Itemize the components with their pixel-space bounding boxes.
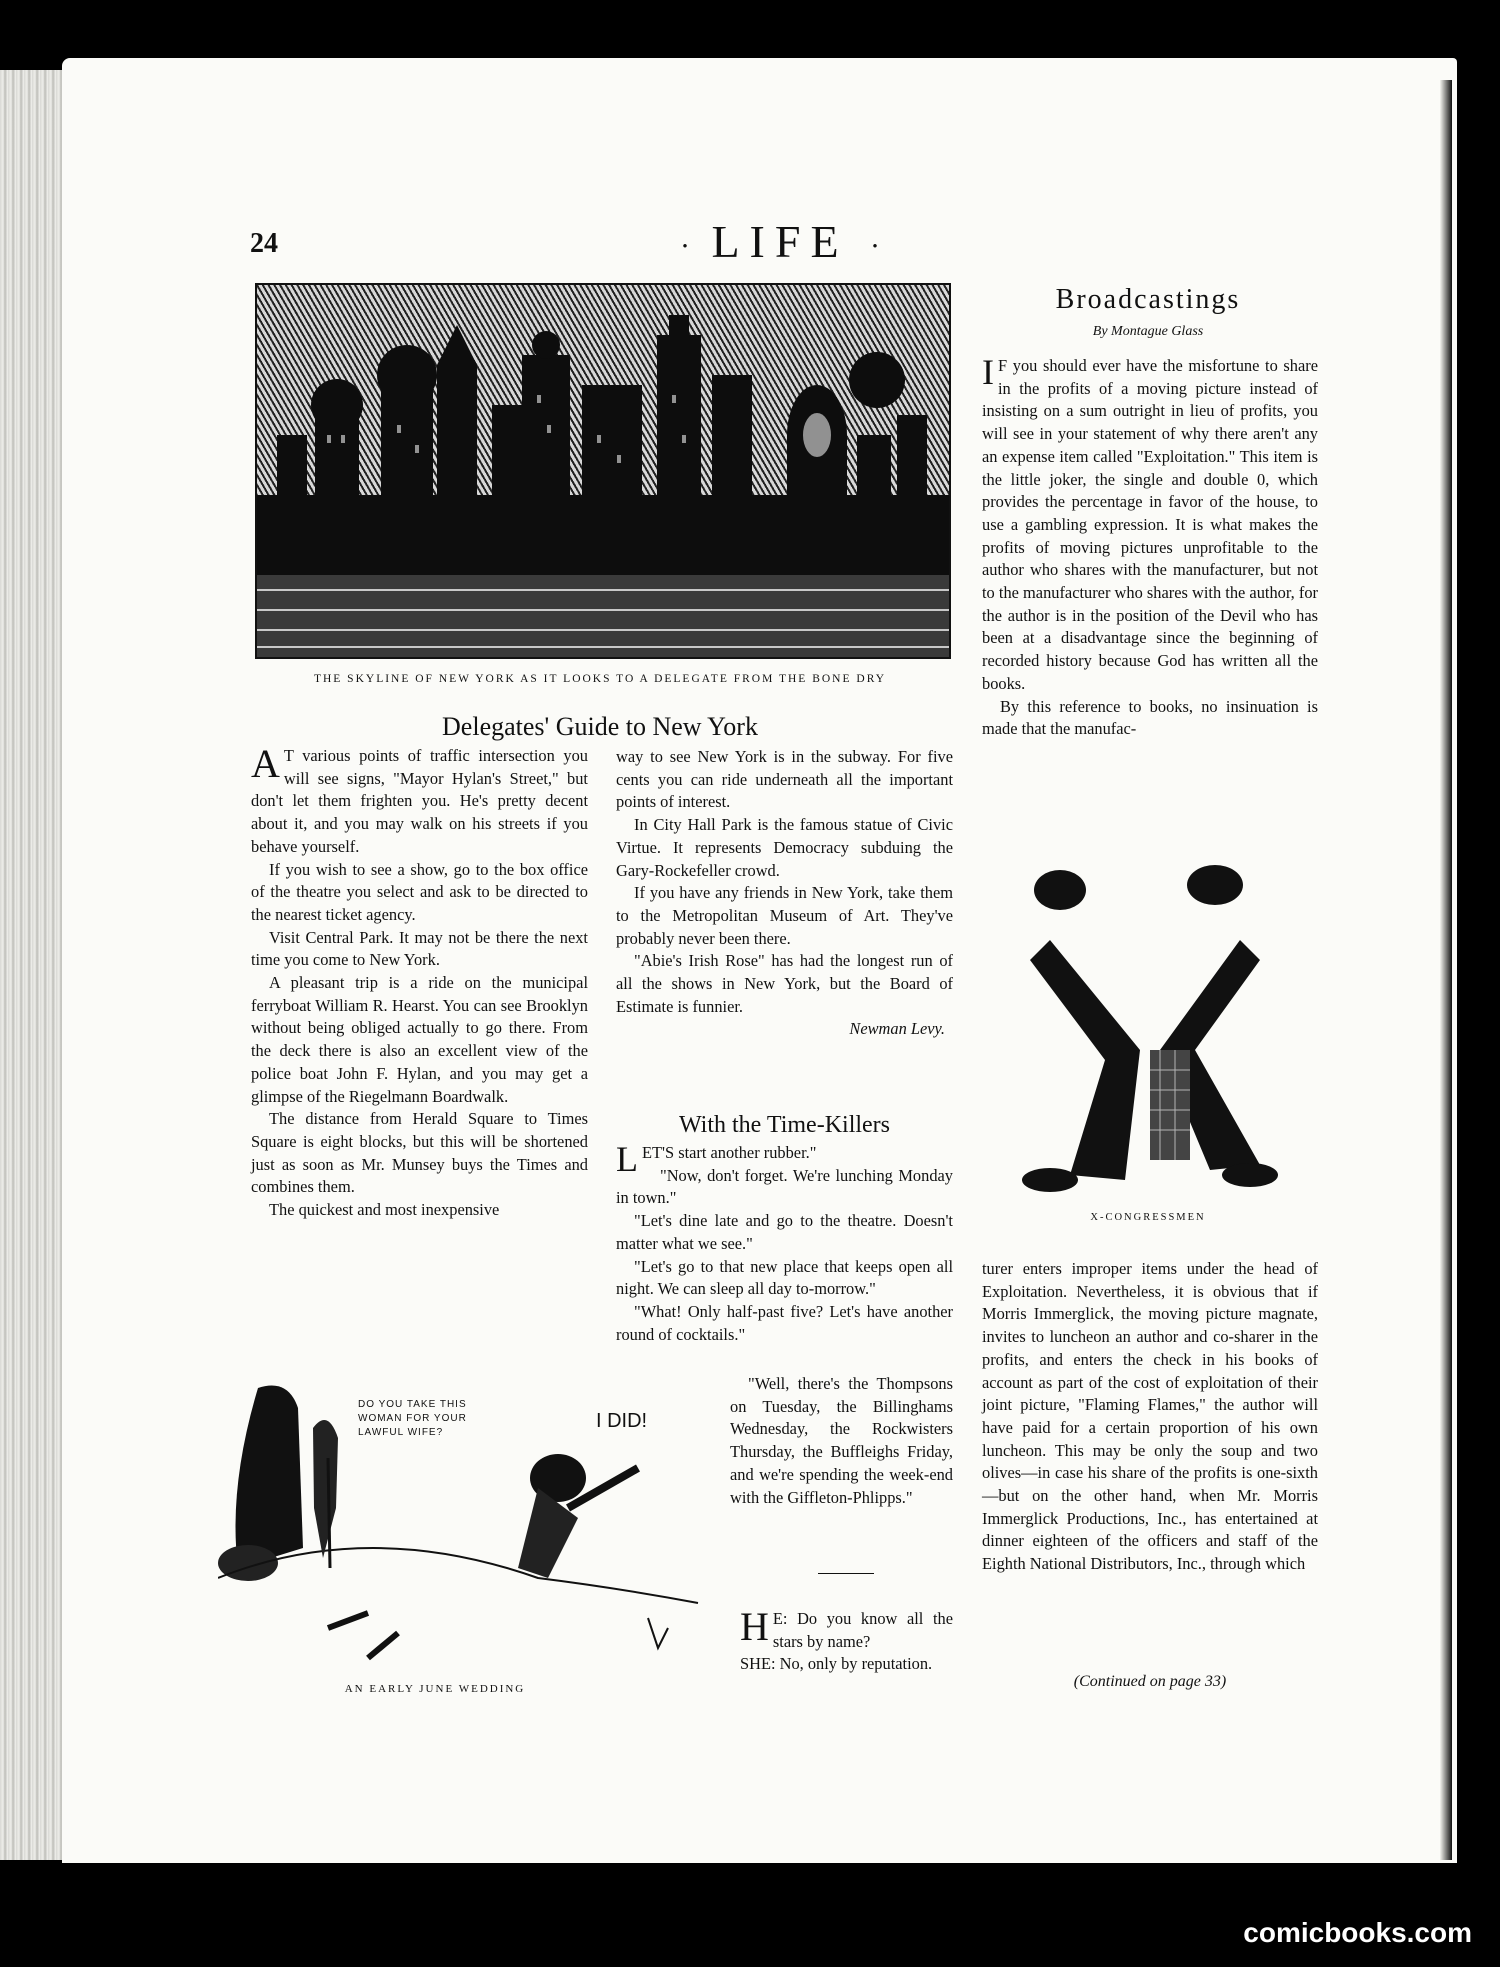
- timekillers-para-4: "Let's go to that new place that keeps open all night. We can sleep all day to-morrow.": [616, 1256, 953, 1299]
- x-congressmen-cartoon: [1010, 850, 1300, 1210]
- timekillers-para-1-text: ET'S start another rubber.": [642, 1143, 817, 1162]
- delegates-para-7: way to see New York is in the subway. For five cents you can ride underneath all the important points of interest.: [616, 747, 953, 812]
- broadcastings-column-top: [982, 352, 1318, 741]
- x-congressmen-caption: X-CONGRESSMEN: [1090, 1212, 1206, 1223]
- delegates-para-4: A pleasant trip is a ride on the municipal ferryboat William R. Hearst. You can see Brooklyn without being obliged actually to go there. From the deck there is also an excellent view of the police boat John F. Hylan, and you may get a glimpse of the Riegelmann Boardwalk.: [251, 973, 588, 1106]
- timekillers-column-narrow: [730, 1373, 953, 1509]
- masthead-dot-left: ·: [679, 229, 690, 263]
- page-gutter-shadow: [1440, 80, 1452, 1860]
- wedding-cartoon: [218, 1368, 738, 1683]
- book-page-edges: [0, 70, 62, 1860]
- delegates-para-6: The quickest and most inexpensive: [269, 1200, 500, 1220]
- delegates-headline: Delegates' Guide to New York: [442, 712, 758, 741]
- timekillers-column: [616, 1139, 953, 1346]
- broadcastings-para-1: [982, 352, 1318, 696]
- section-divider: [818, 1573, 874, 1574]
- page-number: 24: [250, 228, 278, 259]
- she-line: SHE: No, only by reputation.: [740, 1654, 933, 1674]
- delegates-para-5: The distance from Herald Square to Times Square is eight blocks, but this will be shortened just as soon as Mr. Munsey buys the Times and combines them.: [251, 1109, 588, 1197]
- delegates-column-2: [616, 746, 953, 1041]
- broadcastings-byline: By Montague Glass: [1092, 324, 1204, 339]
- timekillers-dropcap: L: [616, 1139, 638, 1179]
- broadcastings-column-bottom: [982, 1258, 1318, 1576]
- timekillers-para-3: "Let's dine late and go to the theatre. Doesn't matter what we see.": [616, 1211, 953, 1253]
- delegates-para-1: [251, 741, 588, 859]
- broadcastings-para-1-text: F you should ever have the misfortune to share in the profits of a moving picture instead of insisting on a sum outright in lieu of profits, you will see in your statement of why there aren't any an expense item called "Exploitation." This item is the little joker, the single and double 0, which provides the percentage in favor of the house, to use a gambling expression. It is what makes the profits of moving pictures unprofitable to the author who shares with the manufacturer, but not to the manufacturer who shares with the author, for the author is in the position of the Devil who has been at a disadvantage since the beginning of recorded history because God has written all the books.: [982, 356, 1318, 693]
- timekillers-para-6: "Well, there's the Thompsons on Tuesday, the Billinghams Wednesday, the Rockwisters Thursday, the Buffleighs Friday, and we're spending the week-end with the Giffleton-Phlipps.": [730, 1374, 953, 1507]
- wedding-speech-bubble-1: DO YOU TAKE THIS WOMAN FOR YOUR LAWFUL WIFE?: [358, 1399, 467, 1438]
- he-she-joke: [740, 1604, 953, 1676]
- delegates-signature: Newman Levy.: [849, 1019, 945, 1039]
- delegates-para-3: Visit Central Park. It may not be there the next time you come to New York.: [251, 927, 588, 970]
- timekillers-para-2: "Now, don't forget. We're lunching Monday in town.": [616, 1165, 953, 1208]
- he-line: [740, 1604, 953, 1653]
- delegates-para-10: "Abie's Irish Rose" has had the longest run of all the shows in New York, but the Board of Estimate is funnier.: [616, 951, 953, 1016]
- broadcastings-dropcap: I: [982, 352, 994, 392]
- broadcastings-headline: Broadcastings: [1055, 284, 1241, 315]
- he-line-text: E: Do you know all the stars by name?: [772, 1609, 953, 1651]
- delegates-dropcap: A: [251, 741, 280, 786]
- skyline-illustration: [255, 283, 951, 659]
- timekillers-para-5: "What! Only half-past five? Let's have another round of cocktails.": [616, 1301, 953, 1344]
- masthead-dot-right: ·: [870, 229, 881, 263]
- x-congressmen-drawing: [1010, 850, 1300, 1210]
- skyline-caption: THE SKYLINE OF NEW YORK AS IT LOOKS TO A DELEGATE FROM THE BONE DRY: [313, 673, 887, 685]
- delegates-para-1-text: T various points of traffic intersection you will see signs, "Mayor Hylan's Street," but don't let them frighten you. He's pretty decent about it, and you may walk on his streets if you behave yourself.: [251, 746, 588, 856]
- broadcastings-para-3: turer enters improper items under the head of Exploitation. Nevertheless, it is obvious that if Morris Immerglick, the moving picture magnate, invites to luncheon an author and co-sharer in the profits, and enters the check in his books of account as part of the cost of exploitation of their joint picture, "Flaming Flames," the author will have paid for a certain proportion of his own luncheon. This may be only the soup and two olives—in case his share of the profits is one-sixth—but on the other hand, when Mr. Morris Immerglick Productions, Inc., has entertained at dinner eighteen of the officers and staff of the Eighth National Distributors, Inc., through which: [982, 1259, 1318, 1574]
- delegates-para-2: If you wish to see a show, go to the box office of the theatre you select and ask to be directed to the nearest ticket agency.: [251, 859, 588, 924]
- watermark-brand: comicbooks.com: [1243, 1917, 1472, 1948]
- wedding-caption: AN EARLY JUNE WEDDING: [344, 1683, 526, 1695]
- masthead-title: LIFE: [711, 216, 849, 267]
- timekillers-headline: With the Time-Killers: [678, 1112, 891, 1138]
- broadcastings-para-2: By this reference to books, no insinuation is made that the manufac-: [982, 696, 1318, 739]
- delegates-column-1: [251, 741, 588, 1222]
- continued-notice: (Continued on page 33): [1073, 1673, 1227, 1690]
- he-dropcap: H: [740, 1604, 769, 1649]
- wedding-speech-bubble-2: I DID!: [596, 1410, 648, 1432]
- timekillers-para-1: [616, 1139, 953, 1179]
- masthead: [620, 215, 940, 268]
- delegates-para-8: In City Hall Park is the famous statue of Civic Virtue. It represents Democracy subduing the Gary-Rockefeller crowd.: [616, 815, 953, 880]
- delegates-para-9: If you have any friends in New York, take them to the Metropolitan Museum of Art. They've probably never been there.: [616, 883, 953, 948]
- skyline-drawing: [257, 285, 949, 657]
